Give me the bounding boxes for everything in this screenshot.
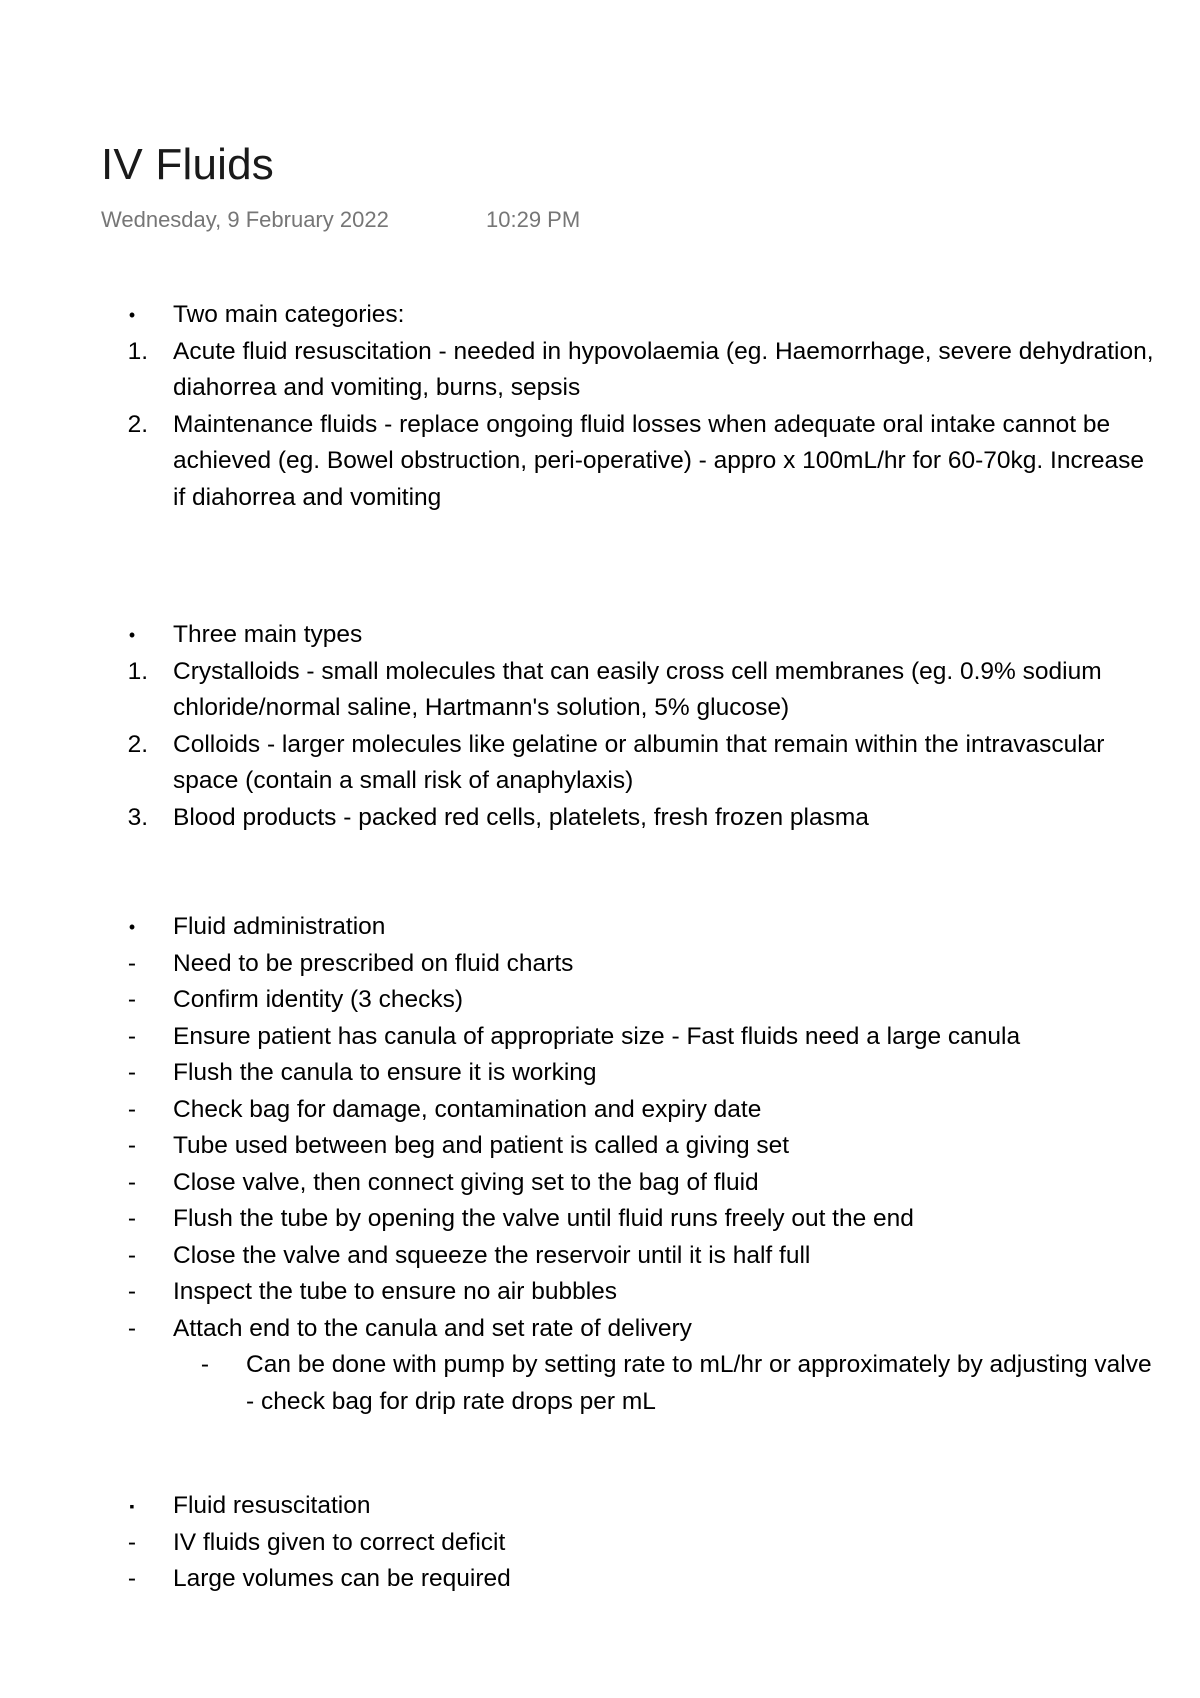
nested-dash-item: - Can be done with pump by setting rate to mL/hr or approximately by adjusting valve - check bag for drip rate drops per mL — [0, 1347, 1200, 1420]
section-administration — [0, 909, 1200, 1420]
dash-icon: - — [127, 1059, 137, 1086]
section-types — [0, 617, 1200, 836]
dash-item: - Attach end to the canula and set rate of delivery — [0, 1311, 1200, 1348]
numbered-item: 1. Acute fluid resuscitation - needed in hypovolaemia (eg. Haemorrhage, severe dehydration, diahorrea and vomiting, burns, sepsis — [127, 337, 1154, 401]
dash-icon: - — [127, 986, 137, 1013]
dash-icon: - — [127, 1528, 137, 1556]
dash-icon: - — [127, 1168, 137, 1196]
square-bullet-icon: ▪ — [129, 1498, 135, 1514]
bullet-heading: • Two main categories: — [0, 297, 1200, 334]
dash-item: - Flush the tube by opening the valve until fluid runs freely out the end — [0, 1201, 1200, 1238]
dash-item: - Large volumes can be required — [0, 1561, 1200, 1598]
section-categories — [0, 297, 1200, 516]
numbered-item: 2. Maintenance fluids - replace ongoing fluid losses when adequate oral intake cannot be achieved (eg. Bowel obstruction, peri-operative) - appro x 100mL/hr for 60-70kg. Increase if diahorrea and vomiting — [127, 410, 1144, 511]
dash-item: - IV fluids given to correct deficit — [0, 1525, 1200, 1562]
numbered-item: 3. Blood products - packed red cells, platelets, fresh frozen plasma — [127, 803, 869, 831]
dash-item: - Check bag for damage, contamination and expiry date — [0, 1092, 1200, 1129]
dash-icon: - — [127, 1022, 137, 1050]
page-title: IV Fluids — [101, 140, 274, 189]
dash-item: - Ensure patient has canula of appropriate size - Fast fluids need a large canula — [0, 1019, 1200, 1056]
dash-icon: - — [127, 1565, 137, 1592]
dash-item: - Confirm identity (3 checks) — [0, 982, 1200, 1019]
bullet-icon: • — [128, 625, 136, 645]
bullet-icon: • — [128, 305, 136, 325]
dash-icon: - — [127, 1205, 137, 1232]
bullet-heading: • Three main types — [0, 617, 1200, 654]
note-date: Wednesday, 9 February 2022 — [101, 207, 389, 232]
bullet-icon: • — [128, 917, 136, 937]
numbered-item: 2. Colloids - larger molecules like gelatine or albumin that remain within the intravascular space (contain a small risk of anaphylaxis) — [127, 730, 1105, 794]
dash-item: - Close valve, then connect giving set to the bag of fluid — [0, 1165, 1200, 1202]
note-metadata — [101, 206, 581, 234]
dash-icon: - — [127, 949, 137, 977]
numbered-item: 1. Crystalloids - small molecules that can easily cross cell membranes (eg. 0.9% sodium chloride/normal saline, Hartmann's solution, 5% glucose) — [127, 657, 1102, 721]
note-time: 10:29 PM — [486, 207, 581, 232]
dash-icon: - — [127, 1314, 137, 1342]
bullet-heading: • Fluid administration — [0, 909, 1200, 946]
dash-item: - Close the valve and squeeze the reservoir until it is half full — [0, 1238, 1200, 1275]
dash-icon: - — [127, 1095, 137, 1123]
dash-icon: - — [127, 1132, 137, 1159]
dash-item: - Flush the canula to ensure it is working — [0, 1055, 1200, 1092]
dash-item: - Tube used between beg and patient is called a giving set — [0, 1128, 1200, 1165]
bullet-heading: ▪ Fluid resuscitation — [0, 1488, 1200, 1525]
dash-icon: - — [127, 1241, 137, 1269]
dash-item: - Inspect the tube to ensure no air bubbles — [0, 1274, 1200, 1311]
section-resuscitation — [0, 1488, 1200, 1598]
dash-icon: - — [200, 1351, 210, 1378]
dash-icon: - — [127, 1278, 137, 1305]
dash-item: - Need to be prescribed on fluid charts — [0, 946, 1200, 983]
